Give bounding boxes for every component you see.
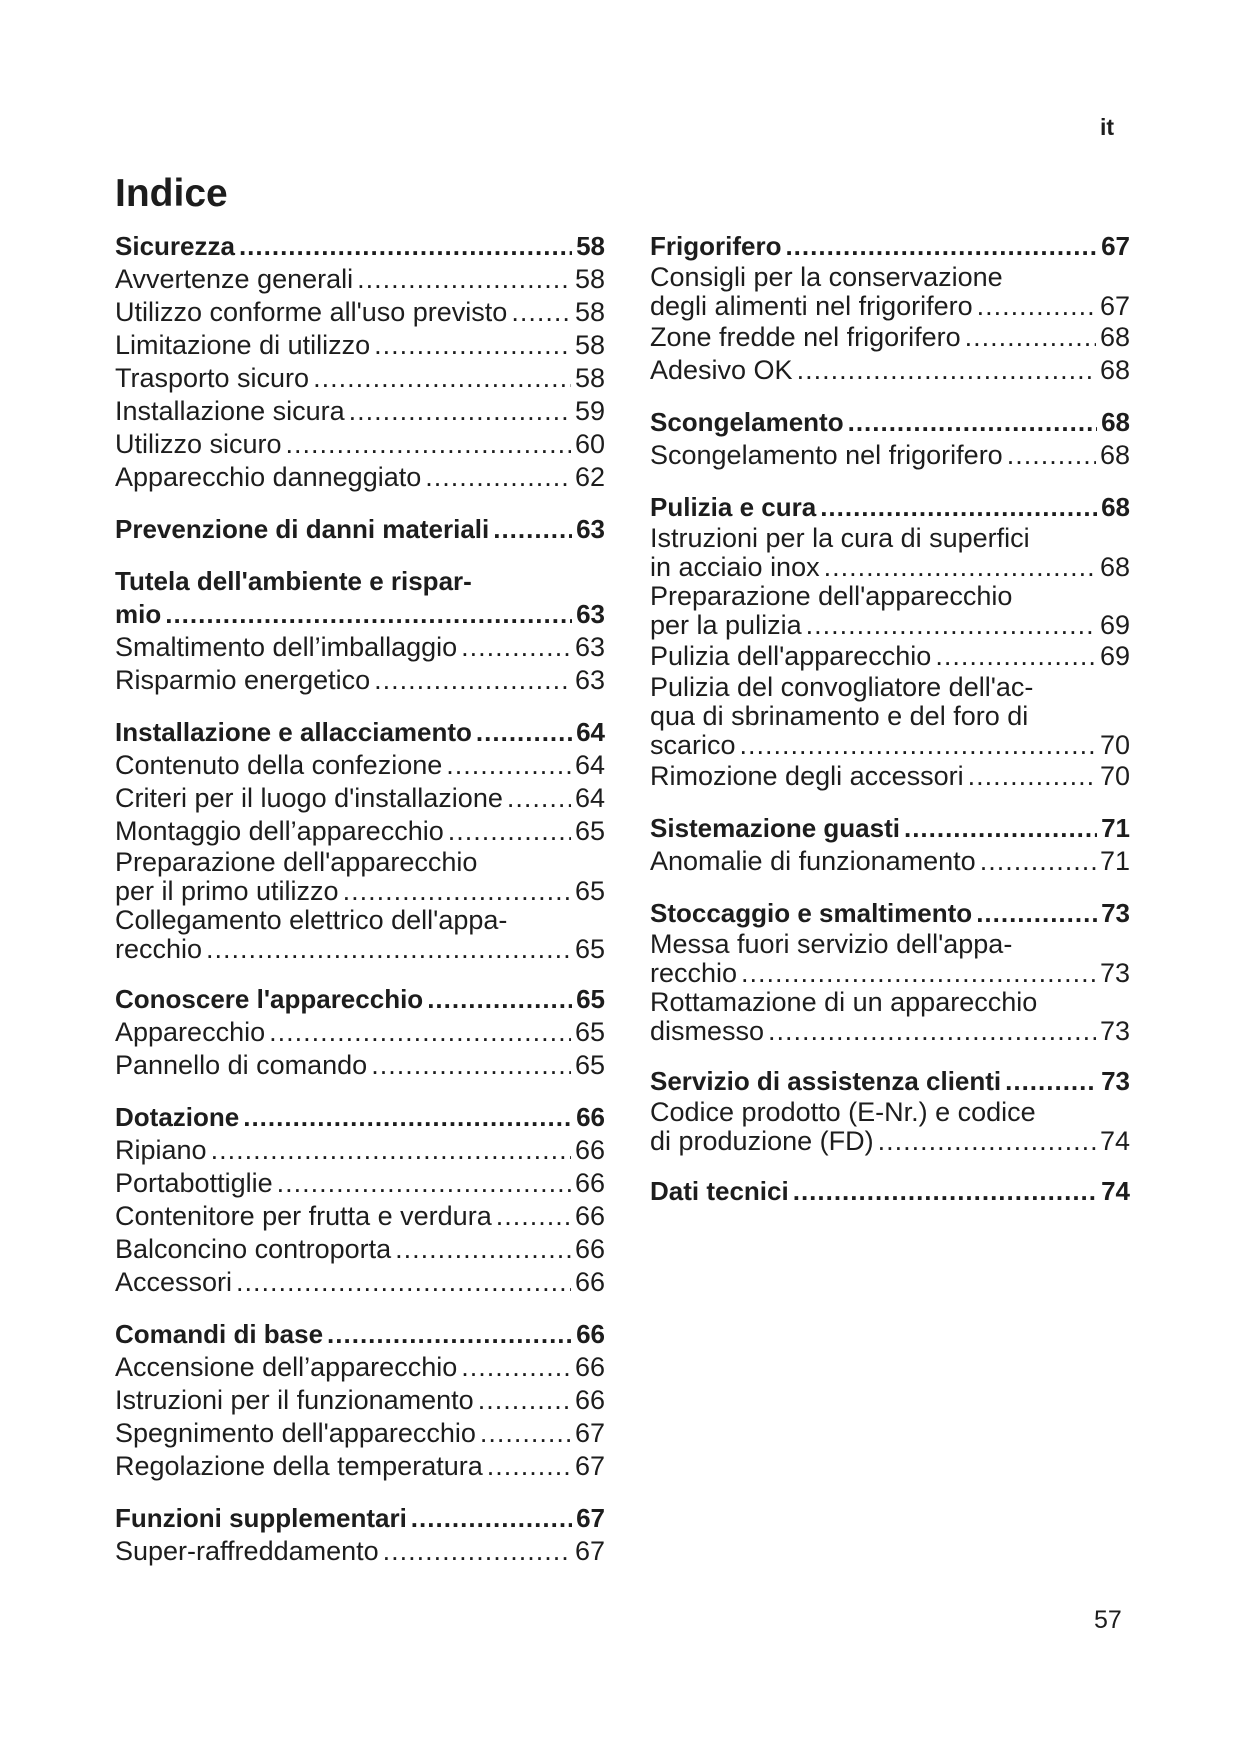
toc-entry[interactable] (115, 1450, 605, 1483)
dot-leader (848, 406, 1097, 439)
dot-leader (371, 1049, 571, 1082)
dot-leader (1005, 1065, 1097, 1098)
toc-section (115, 565, 605, 697)
dot-leader (493, 513, 572, 546)
toc-heading-page: 63 (576, 514, 605, 544)
toc-heading[interactable] (115, 1318, 605, 1351)
toc-entry-text: Spegnimento dell'apparecchio (115, 1418, 476, 1448)
page-number: 57 (1094, 1606, 1122, 1634)
toc-section (115, 513, 605, 546)
dot-leader (793, 1175, 1097, 1208)
toc-entry[interactable] (115, 749, 605, 782)
dot-leader (427, 983, 572, 1016)
toc-entry-page: 70 (1099, 730, 1130, 760)
toc-section (115, 983, 605, 1082)
dot-leader (236, 1266, 571, 1299)
toc-entry-line (115, 848, 605, 877)
toc-entry-page: 67 (574, 1536, 605, 1566)
dot-leader (740, 731, 1096, 760)
toc-heading-text: Stoccaggio e smaltimento (650, 898, 973, 928)
toc-heading-page: 71 (1101, 813, 1130, 843)
toc-entry[interactable] (115, 1417, 605, 1450)
toc-entry[interactable] (115, 296, 605, 329)
toc-entry-text: Rimozione degli accessori (650, 761, 964, 791)
toc-heading-text: Servizio di assistenza clienti (650, 1066, 1002, 1096)
toc-entry-text: Contenitore per frutta e verdura (115, 1201, 492, 1231)
toc-entry-text: degli alimenti nel frigorifero (650, 291, 973, 321)
dot-leader (349, 395, 571, 428)
toc-heading-text: Pulizia e cura (650, 492, 817, 522)
toc-entry-page: 68 (1099, 322, 1130, 352)
toc-entry[interactable] (115, 1167, 605, 1200)
toc-entry-text: Scongelamento nel frigorifero (650, 440, 1003, 470)
toc-entry-page: 66 (574, 1267, 605, 1297)
toc-section (115, 716, 605, 964)
dot-leader (935, 640, 1096, 673)
toc-section (115, 1318, 605, 1483)
toc-heading-page: 73 (1101, 1066, 1130, 1096)
toc-entry-text: Pulizia dell'apparecchio (650, 641, 932, 671)
toc-entry-page: 66 (574, 1135, 605, 1165)
toc-entry-line (650, 524, 1130, 553)
toc-entry-line (650, 930, 1130, 959)
toc-heading-page: 74 (1101, 1176, 1130, 1206)
dot-leader (480, 1417, 571, 1450)
toc-entry-page: 70 (1099, 761, 1130, 791)
dot-leader (820, 491, 1097, 524)
toc-heading-page: 66 (576, 1319, 605, 1349)
toc-entry-text: in acciaio inox (650, 552, 820, 582)
dot-leader (487, 1450, 571, 1483)
toc-entry[interactable] (650, 354, 1130, 387)
toc-entry-line (650, 263, 1130, 292)
toc-heading-text: Frigorifero (650, 231, 782, 261)
toc-entry[interactable] (650, 611, 1130, 640)
toc-section (650, 1065, 1130, 1156)
dot-leader (327, 1318, 572, 1351)
toc-entry[interactable] (650, 959, 1130, 988)
toc-entry[interactable] (115, 1351, 605, 1384)
toc-entry-page: 73 (1099, 958, 1130, 988)
toc-heading-page: 73 (1101, 898, 1130, 928)
toc-heading-page: 63 (576, 599, 605, 629)
toc-entry-page: 58 (574, 297, 605, 327)
dot-leader (461, 1351, 571, 1384)
toc-heading[interactable] (650, 230, 1130, 263)
toc-entry[interactable] (115, 1134, 605, 1167)
toc-section (115, 230, 605, 494)
toc-entry-text: Pannello di comando (115, 1050, 368, 1080)
toc-entry-page: 65 (574, 934, 605, 964)
toc-entry-text: Zone fredde nel frigorifero (650, 322, 961, 352)
toc-entry-line (650, 702, 1130, 731)
toc-heading-page: 66 (576, 1102, 605, 1132)
toc-entry-line (115, 906, 605, 935)
toc-entry-page: 66 (574, 1352, 605, 1382)
toc-entry-text: Messa fuori servizio dell'appa- (650, 929, 1013, 959)
toc-entry-page: 67 (574, 1451, 605, 1481)
dot-leader (165, 598, 572, 631)
toc-heading-text: Prevenzione di danni materiali (115, 514, 490, 544)
toc-entry-text: di produzione (FD) (650, 1126, 874, 1156)
toc-entry-text: recchio (650, 958, 738, 988)
toc-heading-page: 68 (1101, 492, 1130, 522)
dot-leader (476, 716, 572, 749)
toc-entry[interactable] (115, 1049, 605, 1082)
toc-column-right (650, 230, 1130, 1227)
toc-entry-text: Apparecchio danneggiato (115, 462, 422, 492)
toc-heading-text: Scongelamento (650, 407, 844, 437)
toc-entry-page: 68 (1099, 552, 1130, 582)
toc-entry-page: 66 (574, 1234, 605, 1264)
toc-heading[interactable] (650, 1065, 1130, 1098)
toc-entry-text: Criteri per il luogo d'installazione (115, 783, 503, 813)
toc-section (650, 406, 1130, 472)
toc-entry-page: 73 (1099, 1016, 1130, 1046)
dot-leader (878, 1127, 1096, 1156)
toc-entry-page: 65 (574, 816, 605, 846)
toc-entry[interactable] (115, 362, 605, 395)
dot-leader (965, 321, 1096, 354)
toc-entry-page: 58 (574, 363, 605, 393)
dot-leader (357, 263, 571, 296)
toc-entry-page: 65 (574, 1017, 605, 1047)
toc-entry-text: Pulizia del convogliatore dell'ac- (650, 672, 1034, 702)
page-title: Indice (115, 172, 228, 215)
toc-entry[interactable] (115, 395, 605, 428)
toc-entry[interactable] (115, 1535, 605, 1568)
toc-entry-page: 62 (574, 462, 605, 492)
toc-section (650, 897, 1130, 1046)
dot-leader (478, 1384, 571, 1417)
dot-leader (448, 815, 571, 848)
toc-heading-text: Conoscere l'apparecchio (115, 984, 424, 1014)
toc-entry-page: 67 (574, 1418, 605, 1448)
dot-leader (286, 428, 571, 461)
toc-entry[interactable] (115, 664, 605, 697)
toc-heading-text: Sicurezza (115, 231, 235, 261)
dot-leader (824, 553, 1096, 582)
dot-leader (976, 897, 1097, 930)
dot-leader (446, 749, 571, 782)
toc-entry-text: Utilizzo conforme all'uso previsto (115, 297, 508, 327)
toc-entry[interactable] (115, 1266, 605, 1299)
toc-heading-page: 65 (576, 984, 605, 1014)
toc-heading[interactable] (650, 812, 1130, 845)
toc-entry[interactable] (650, 731, 1130, 760)
toc-entry-text: Montaggio dell’apparecchio (115, 816, 444, 846)
toc-heading[interactable] (115, 1502, 605, 1535)
toc-entry-page: 63 (574, 665, 605, 695)
toc-entry-text: Trasporto sicuro (115, 363, 310, 393)
toc-entry[interactable] (115, 1200, 605, 1233)
toc-entry[interactable] (115, 631, 605, 664)
toc-entry-text: Risparmio energetico (115, 665, 371, 695)
toc-entry-text: Istruzioni per la cura di superfici (650, 523, 1030, 553)
toc-heading[interactable] (115, 598, 605, 631)
dot-leader (211, 1134, 571, 1167)
dot-leader (511, 296, 571, 329)
toc-entry-line (650, 582, 1130, 611)
toc-entry-text: Utilizzo sicuro (115, 429, 282, 459)
toc-column-left (115, 230, 605, 1587)
dot-leader (395, 1233, 571, 1266)
dot-leader (239, 230, 572, 263)
dot-leader (797, 354, 1096, 387)
toc-entry-page: 71 (1099, 846, 1130, 876)
dot-leader (411, 1502, 572, 1535)
toc-entry-text: Accessori (115, 1267, 233, 1297)
dot-leader (374, 329, 571, 362)
toc-entry-page: 65 (574, 876, 605, 906)
dot-leader (980, 845, 1096, 878)
toc-entry-text: Istruzioni per il funzionamento (115, 1385, 474, 1415)
toc-entry[interactable] (115, 877, 605, 906)
dot-leader (768, 1017, 1096, 1046)
toc-entry-page: 74 (1099, 1126, 1130, 1156)
dot-leader (741, 959, 1096, 988)
toc-entry-page: 66 (574, 1201, 605, 1231)
toc-heading-text: Tutela dell'ambiente e rispar- (115, 566, 472, 596)
dot-leader (269, 1016, 571, 1049)
toc-entry-page: 69 (1099, 610, 1130, 640)
toc-entry[interactable] (115, 782, 605, 815)
toc-entry[interactable] (115, 428, 605, 461)
toc-entry-page: 66 (574, 1168, 605, 1198)
toc-entry-text: Accensione dell’apparecchio (115, 1352, 458, 1382)
dot-leader (496, 1200, 571, 1233)
toc-entry-page: 59 (574, 396, 605, 426)
toc-entry-text: per la pulizia (650, 610, 802, 640)
toc-heading-text: Installazione e allacciamento (115, 717, 472, 747)
toc-entry-page: 58 (574, 330, 605, 360)
dot-leader (507, 782, 571, 815)
toc-heading-page: 64 (576, 717, 605, 747)
toc-entry[interactable] (650, 553, 1130, 582)
toc-entry[interactable] (650, 439, 1130, 472)
toc-entry-text: Ripiano (115, 1135, 207, 1165)
toc-entry-page: 68 (1099, 440, 1130, 470)
toc-entry[interactable] (650, 1127, 1130, 1156)
toc-heading[interactable] (115, 983, 605, 1016)
toc-heading-text: Sistemazione guasti (650, 813, 900, 843)
toc-heading-page: 67 (576, 1503, 605, 1533)
toc-section (650, 491, 1130, 793)
toc-heading[interactable] (650, 406, 1130, 439)
toc-entry-text: qua di sbrinamento e del foro di (650, 701, 1029, 731)
toc-entry-page: 64 (574, 783, 605, 813)
toc-entry-text: Smaltimento dell’imballaggio (115, 632, 458, 662)
toc-heading-page: 68 (1101, 407, 1130, 437)
dot-leader (374, 664, 571, 697)
toc-entry[interactable] (115, 1384, 605, 1417)
toc-entry-text: Super-raffreddamento (115, 1536, 379, 1566)
toc-entry-text: Installazione sicura (115, 396, 345, 426)
toc-section (650, 1175, 1130, 1208)
dot-leader (904, 812, 1097, 845)
toc-entry[interactable] (115, 1016, 605, 1049)
toc-entry-text: Anomalie di funzionamento (650, 846, 976, 876)
toc-entry[interactable] (650, 640, 1130, 673)
toc-entry-text: scarico (650, 730, 736, 760)
toc-entry-line (650, 673, 1130, 702)
dot-leader (243, 1101, 572, 1134)
toc-entry[interactable] (650, 1017, 1130, 1046)
toc-entry[interactable] (650, 845, 1130, 878)
toc-entry-text: Adesivo OK (650, 355, 793, 385)
toc-entry-page: 60 (574, 429, 605, 459)
toc-heading-text: Funzioni supplementari (115, 1503, 407, 1533)
toc-entry-text: Limitazione di utilizzo (115, 330, 371, 360)
toc-entry-text: per il primo utilizzo (115, 876, 339, 906)
toc-entry-text: Consigli per la conservazione (650, 262, 1003, 292)
toc-heading-text: Dati tecnici (650, 1176, 789, 1206)
toc-heading[interactable] (115, 1101, 605, 1134)
toc-entry[interactable] (115, 329, 605, 362)
dot-leader (277, 1167, 571, 1200)
toc-entry-page: 58 (574, 264, 605, 294)
toc-section (650, 230, 1130, 387)
toc-entry-page: 63 (574, 632, 605, 662)
toc-entry-text: Rottamazione di un apparecchio (650, 987, 1038, 1017)
dot-leader (383, 1535, 571, 1568)
dot-leader (461, 631, 571, 664)
dot-leader (343, 877, 571, 906)
toc-entry-text: recchio (115, 934, 203, 964)
toc-heading[interactable] (650, 1175, 1130, 1208)
toc-entry-text: Apparecchio (115, 1017, 266, 1047)
dot-leader (977, 292, 1096, 321)
language-code: it (1100, 114, 1115, 140)
toc-heading-text: Dotazione (115, 1102, 240, 1132)
dot-leader (313, 362, 571, 395)
toc-section (115, 1502, 605, 1568)
toc-entry[interactable] (115, 1233, 605, 1266)
toc-entry-line (650, 1098, 1130, 1127)
toc-entry[interactable] (115, 263, 605, 296)
toc-heading-page: 58 (576, 231, 605, 261)
toc-entry[interactable] (115, 815, 605, 848)
toc-entry-text: Collegamento elettrico dell'appa- (115, 905, 508, 935)
toc-entry-line (650, 988, 1130, 1017)
toc-entry-text: Preparazione dell'apparecchio (115, 847, 478, 877)
toc-entry[interactable] (115, 935, 605, 964)
toc-entry-text: Preparazione dell'apparecchio (650, 581, 1013, 611)
dot-leader (968, 760, 1096, 793)
dot-leader (425, 461, 571, 494)
toc-heading[interactable] (650, 897, 1130, 930)
toc-entry-text: Contenuto della confezione (115, 750, 443, 780)
toc-heading-page: 67 (1101, 231, 1130, 261)
dot-leader (1007, 439, 1096, 472)
toc-entry[interactable] (115, 461, 605, 494)
toc-entry-text: dismesso (650, 1016, 765, 1046)
toc-heading-line (115, 565, 605, 598)
toc-section (650, 812, 1130, 878)
toc-entry-page: 68 (1099, 355, 1130, 385)
toc-heading[interactable] (115, 230, 605, 263)
toc-heading[interactable] (650, 491, 1130, 524)
toc-entry-page: 67 (1099, 291, 1130, 321)
toc-entry-page: 64 (574, 750, 605, 780)
dot-leader (806, 611, 1096, 640)
toc-entry-text: Avvertenze generali (115, 264, 354, 294)
toc-section (115, 1101, 605, 1299)
toc-entry-page: 66 (574, 1385, 605, 1415)
toc-entry-text: Regolazione della temperatura (115, 1451, 483, 1481)
toc-heading[interactable] (115, 513, 605, 546)
toc-entry-page: 69 (1099, 641, 1130, 671)
toc-heading[interactable] (115, 716, 605, 749)
toc-heading-text: Comandi di base (115, 1319, 324, 1349)
toc-entry-page: 65 (574, 1050, 605, 1080)
toc-entry[interactable] (650, 292, 1130, 321)
toc-entry[interactable] (650, 760, 1130, 793)
toc-entry-text: Codice prodotto (E-Nr.) e codice (650, 1097, 1036, 1127)
dot-leader (785, 230, 1097, 263)
toc-entry-text: Portabottiglie (115, 1168, 273, 1198)
toc-heading-text: mio (115, 599, 162, 629)
toc-entry-text: Balconcino controporta (115, 1234, 392, 1264)
dot-leader (206, 935, 571, 964)
toc-entry[interactable] (650, 321, 1130, 354)
